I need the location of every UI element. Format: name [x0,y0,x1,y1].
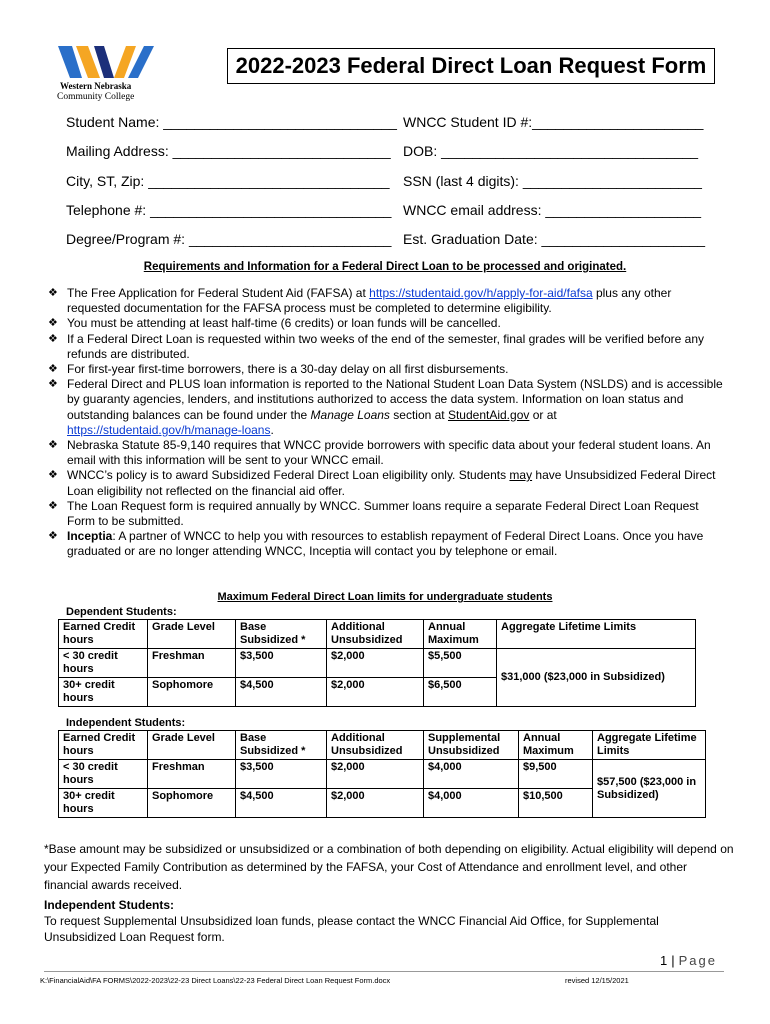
table-cell: $2,000 [327,760,424,789]
header-cell: Grade Level [148,731,236,760]
header-cell: Earned Credit hours [59,731,148,760]
bullet-text: For first-year first-time borrowers, there is a 30-day delay on all first disbursements. [67,362,509,377]
bullet-text: Federal Direct and PLUS loan information is reported to the National Student Loan Data System (NSLDS) and is accessible by guaranty agencies, lenders, and institutions authorized to access the data system. Information on loan status and outstanding balances can be found under the [67,377,723,422]
requirements-list [48,286,728,560]
dependent-limits-table [58,619,696,707]
table-cell: $2,000 [327,789,424,818]
inceptia-label: Inceptia [67,529,113,544]
header-cell: Aggregate Lifetime Limits [497,620,696,649]
dependent-students-label: Dependent Students: [66,606,177,618]
header-cell: Additional Unsubsidized [327,620,424,649]
list-item [48,438,728,468]
header-cell: Earned Credit hours [59,620,148,649]
header-cell: Annual Maximum [424,620,497,649]
table-cell: $2,000 [327,649,424,678]
student-name-field[interactable]: Student Name: ______________________________ [66,114,397,130]
table-cell: $4,500 [236,678,327,707]
bullet-text: The Free Application for Federal Student Aid (FAFSA) at [67,286,370,300]
table-cell: < 30 credit hours [59,760,148,789]
list-item [48,362,728,377]
aggregate-cell: $31,000 ($23,000 in Subsidized) [497,649,696,707]
page-number [660,953,717,968]
list-item [48,286,728,316]
footer-revised-date: revised 12/15/2021 [565,976,629,985]
diamond-bullet-icon: ❖ [48,378,58,391]
bullet-text: or at [529,407,557,422]
may-emphasis: may [509,468,533,483]
diamond-bullet-icon: ❖ [48,530,58,543]
diamond-bullet-icon: ❖ [48,499,58,512]
manage-loans-link[interactable]: https://studentaid.gov/h/manage-loans [67,422,271,437]
bullet-text: If a Federal Direct Loan is requested within two weeks of the end of the semester, final grades will be verified before any refunds are distributed. [67,331,705,361]
form-title: 2022-2023 Federal Direct Loan Request Form [227,48,715,84]
wncc-logo [52,44,162,106]
list-item [48,316,728,331]
graduation-date-field[interactable]: Est. Graduation Date: _____________________ [403,231,706,247]
bullet-text: . [270,422,274,437]
email-field[interactable]: WNCC email address: ____________________ [403,202,702,218]
independent-limits-table [58,730,706,818]
bullet-text: Nebraska Statute 85-9,140 requires that WNCC provide borrowers with specific data about your federal student loans. An email with this information will be sent to your WNCC email. [67,438,711,468]
table-cell: 30+ credit hours [59,789,148,818]
independent-note-text: To request Supplemental Unsubsidized loan funds, please contact the WNCC Financial Aid Office, for Supplemental Unsubsidized Loan Request form. [44,914,659,944]
table-cell: Sophomore [148,789,236,818]
table-cell: $10,500 [519,789,593,818]
footer-file-path: K:\FinancialAid\FA FORMS\2022-2023\22-23 Direct Loans\22-23 Federal Direct Loan Request Form.docx [40,976,391,985]
page-label: Page [678,953,717,968]
table-cell: $9,500 [519,760,593,789]
header-cell: Annual Maximum [519,731,593,760]
header-cell: Base Subsidized * [236,731,327,760]
table-cell: Sophomore [148,678,236,707]
bullet-text: : A partner of WNCC to help you with resources to establish repayment of Federal Direct Loans. Once you have graduated or are no longer attending WNCC, Inceptia will contact you by telephone or email. [67,529,704,559]
diamond-bullet-icon: ❖ [48,287,58,299]
table-cell: $3,500 [236,649,327,678]
bullet-text: The Loan Request form is required annually by WNCC. Summer loans require a separate Federal Direct Loan Request Form to be submitted. [67,498,699,529]
diamond-bullet-icon: ❖ [48,332,58,345]
table-row [59,649,696,678]
table-header-row [59,620,696,649]
table-cell: 30+ credit hours [59,678,148,707]
table-cell: $6,500 [424,678,497,707]
logo-line-1: Western Nebraska [60,81,132,91]
list-item [48,529,728,559]
dob-field[interactable]: DOB: _________________________________ [403,143,699,159]
base-amount-footnote: *Base amount may be subsidized or unsubsidized or a combination of both depending on eligibility. Actual eligibility will depend on your Expected Family Contribution as determined by the FAFSA, your Cost of Attendance and enrollment level, and other financial awards received. [44,842,734,892]
table-cell: < 30 credit hours [59,649,148,678]
diamond-bullet-icon: ❖ [48,469,58,482]
bullet-text: WNCC’s policy is to award Subsidized Federal Direct Loan eligibility only. Students [67,468,510,483]
list-item [48,377,728,438]
city-state-zip-field[interactable]: City, ST, Zip: _______________________________ [66,173,390,189]
table-cell: $2,000 [327,678,424,707]
header-cell: Base Subsidized * [236,620,327,649]
list-item [48,468,728,498]
header-cell: Additional Unsubsidized [327,731,424,760]
table-cell: $3,500 [236,760,327,789]
aggregate-cell: $57,500 ($23,000 in Subsidized) [593,760,706,818]
telephone-field[interactable]: Telephone #: _______________________________ [66,202,392,218]
page-separator: | [671,953,675,968]
fafsa-link[interactable]: https://studentaid.gov/h/apply-for-aid/fafsa [369,286,593,300]
table-header-row [59,731,706,760]
student-id-field[interactable]: WNCC Student ID #:______________________ [403,114,704,130]
requirements-heading: Requirements and Information for a Federal Direct Loan to be processed and originated. [143,261,627,273]
diamond-bullet-icon: ❖ [48,363,58,376]
table-cell: $5,500 [424,649,497,678]
loan-limits-heading: Maximum Federal Direct Loan limits for undergraduate students [217,591,553,603]
table-cell: $4,000 [424,760,519,789]
ssn-field[interactable]: SSN (last 4 digits): _______________________ [403,173,702,189]
diamond-bullet-icon: ❖ [48,439,58,452]
table-row [59,760,706,789]
bullet-text: section at [389,407,448,422]
table-cell: $4,500 [236,789,327,818]
diamond-bullet-icon: ❖ [48,317,58,330]
list-item [48,332,728,362]
bullet-text: You must be attending at least half-time (6 credits) or loan funds will be cancelled. [67,316,501,331]
bullet-text: have Unsubsidized Federal Direct Loan eligibility not reflected on the financial aid offer. [67,468,716,498]
list-item [48,499,728,529]
wncc-logo-mark [58,44,158,80]
mailing-address-field[interactable]: Mailing Address: ____________________________ [66,143,391,159]
table-cell: Freshman [148,760,236,789]
bullet-text: plus any other requested documentation for the FAFSA process must be completed to determine eligibility. [67,286,672,316]
table-cell: Freshman [148,649,236,678]
page-number-value: 1 [660,953,668,968]
studentaid-site-link[interactable]: StudentAid.gov [447,407,530,422]
logo-line-2: Community College [57,92,135,102]
manage-loans-text: Manage Loans [310,407,390,422]
header-cell: Supplemental Unsubsidized [424,731,519,760]
header-cell: Aggregate Lifetime Limits [593,731,706,760]
header-cell: Grade Level [148,620,236,649]
table-cell: $4,000 [424,789,519,818]
footer-divider [44,971,724,972]
independent-students-label: Independent Students: [66,717,186,729]
degree-program-field[interactable]: Degree/Program #: __________________________ [66,231,392,247]
independent-note-title: Independent Students: [44,898,174,912]
